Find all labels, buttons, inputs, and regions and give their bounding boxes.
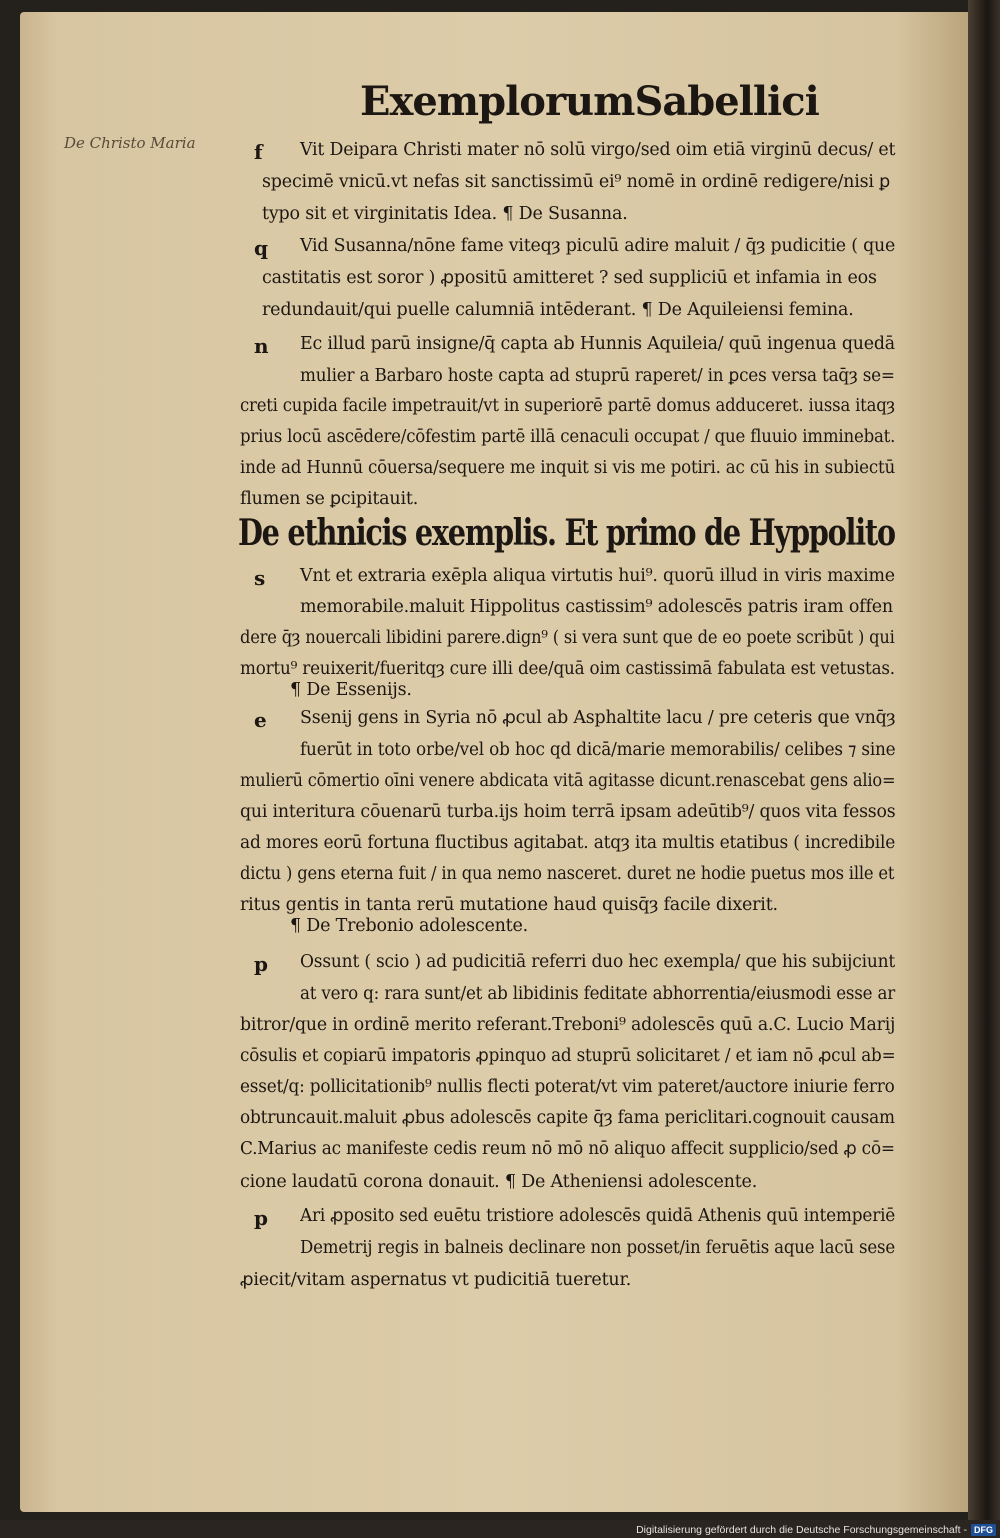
running-head [360, 78, 819, 128]
text-line: cōsulis et copiarū impatoris ꝓpinquo ad stuprū solicitaret / et iam nō ꝓcul ab= [240, 1046, 896, 1066]
text-line: Ari ꝓposito sed euētu tristiore adolescēs quidā Athenis quū intemperiē [300, 1206, 896, 1226]
initial-letter: p [254, 1206, 268, 1230]
text-line: redundauit/qui puelle calumniā intēderant. ¶ De Aquileiensi femina. [262, 300, 854, 320]
text-line: C.Marius ac manifeste cedis reum nō mō nō aliquo affecit supplicio/sed ꝓ cō= [240, 1139, 895, 1159]
text-line: fuerūt in toto orbe/vel ob hoc qd dicā/marie memorabilis/ celibes ⁊ sine [300, 740, 896, 760]
book-binding [968, 0, 1000, 1520]
text-line: ¶ De Trebonio adolescente. [290, 916, 529, 936]
text-line: dere q̄ȝ nouercali libidini parere.dign⁹ ( si vera sunt que de eo poete scribūt ) qui [240, 628, 895, 648]
text-line: obtruncauit.maluit ꝓbus adolescēs capite q̄ȝ fama periclitari.cognouit causam [240, 1108, 895, 1128]
section-heading: De ethnicis exemplis. Et primo de Hyppolito [238, 512, 895, 554]
text-line: cione laudatū corona donauit. ¶ De Atheniensi adolescente. [240, 1172, 758, 1192]
text-line: Demetrij regis in balneis declinare non posset/in feruētis aque lacū sese [300, 1238, 896, 1258]
running-head-right: Sabellici [634, 78, 819, 125]
text-line: mortu⁹ reuixerit/fueritqȝ cure illi dee/quā oim castissimā fabulata est vetustas. [240, 659, 895, 679]
text-line: esset/q: pollicitationib⁹ nullis flecti poterat/vt vim pateret/auctore iniurie ferro [240, 1077, 895, 1097]
text-line: castitatis est soror ) ꝓpositū amitteret ? sed suppliciū et infamia in eos [262, 268, 877, 288]
text-line: ad mores eorū fortuna fluctibus agitabat. atqȝ ita multis etatibus ( incredibile [240, 833, 896, 853]
text-line: Vnt et extraria exēpla aliqua virtutis hui⁹. quorū illud in viris maxime [300, 566, 895, 586]
text-line: Ossunt ( scio ) ad pudicitiā referri duo hec exempla/ que his subijciunt [300, 952, 896, 972]
text-line: flumen se ꝑcipitauit. [240, 489, 419, 509]
text-line: memorabile.maluit Hippolitus castissim⁹ adolescēs patris iram offen [300, 597, 893, 617]
footer-text: Digitalisierung gefördert durch die Deutsche Forschungsgemeinschaft - [636, 1524, 967, 1536]
initial-letter: f [254, 140, 263, 164]
text-line: typo sit et virginitatis Idea. ¶ De Susanna. [262, 204, 628, 224]
text-line: Ssenij gens in Syria nō ꝓcul ab Asphaltite lacu / pre ceteris que vnq̄ȝ [300, 708, 896, 728]
text-line: qui interitura cōuenarū turba.ijs hoim terrā ipsam adeūtib⁹/ quos vita fessos [240, 802, 896, 822]
text-line: bitror/que in ordinē merito referant.Treboni⁹ adolescēs quū a.C. Lucio Marij [240, 1015, 896, 1035]
text-line: mulier a Barbaro hoste capta ad stuprū raperet/ in ꝑces versa taq̄ȝ se= [300, 366, 895, 386]
text-line: dictu ) gens eterna fuit / in qua nemo nasceret. duret ne hodie puetus mos ille et [240, 864, 895, 884]
initial-letter: e [254, 708, 267, 732]
text-line: prius locū ascēdere/cōfestim partē illā cenaculi occupat / que fluuio imminebat. [240, 427, 896, 447]
initial-letter: p [254, 952, 268, 976]
handwritten-margin-note: De Christo Maria [64, 134, 196, 152]
digitization-footer [600, 1522, 1000, 1538]
text-line: mulierū cōmertio oīni venere abdicata vitā agitasse dicunt.renascebat gens alio= [240, 771, 896, 791]
text-line: inde ad Hunnū cōuersa/sequere me inquit si vis me potiri. ac cū his in subiectū [240, 458, 896, 478]
text-line: Vid Susanna/nōne fame viteqȝ piculū adire maluit / q̄ȝ pudicitie ( que [300, 236, 896, 256]
text-line: creti cupida facile impetrauit/vt in superiorē partē domus adduceret. iussa itaqȝ [240, 396, 895, 416]
text-line: Vit Deipara Christi mater nō solū virgo/sed oim etiā virginū decus/ et [300, 140, 896, 160]
dfg-logo-icon: DFG [971, 1524, 996, 1536]
text-line: at vero q: rara sunt/et ab libidinis feditate abhorrentia/eiusmodi esse ar [300, 984, 896, 1004]
running-head-left: Exemplorum [360, 78, 635, 125]
initial-letter: q [254, 236, 268, 260]
text-line: ¶ De Essenijs. [290, 680, 412, 700]
initial-letter: s [254, 566, 266, 590]
initial-letter: n [254, 334, 269, 358]
text-line: Ec illud parū insigne/q̄ capta ab Hunnis Aquileia/ quū ingenua quedā [300, 334, 895, 354]
text-line: ritus gentis in tanta rerū mutatione haud quisq̄ȝ facile dixerit. [240, 895, 778, 915]
text-line: specimē vnicū.vt nefas sit sanctissimū ei⁹ nomē in ordinē redigere/nisi ꝑ [262, 172, 891, 192]
text-line: ꝓiecit/vitam aspernatus vt pudicitiā tueretur. [240, 1270, 632, 1290]
